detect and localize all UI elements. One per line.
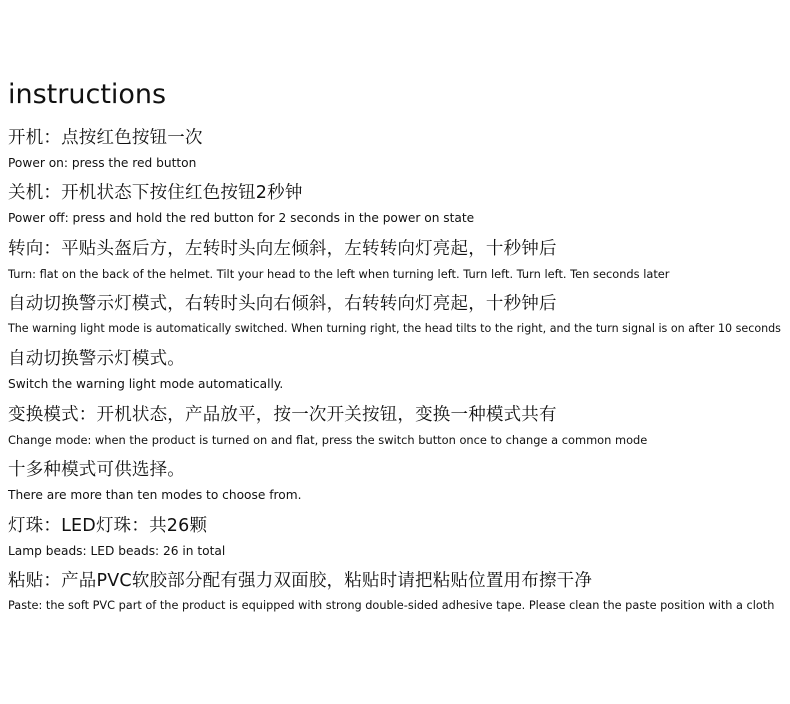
instruction-en-turn: Turn: flat on the back of the helmet. Tilt your head to the left when turning left. Turn left. Turn left. Ten seconds later <box>8 267 670 281</box>
instruction-zh-power-off: 关机：开机状态下按住红色按钮2秒钟 <box>8 183 303 203</box>
instruction-zh-change-mode: 变换模式：开机状态，产品放平，按一次开关按钮，变换一种模式共有 <box>8 405 557 425</box>
page-title: instructions <box>8 79 167 110</box>
instruction-zh-auto-switch: 自动切换警示灯模式。 <box>8 349 185 369</box>
instruction-en-power-on: Power on: press the red button <box>8 156 197 170</box>
instruction-en-auto-switch: Switch the warning light mode automatically. <box>8 377 284 391</box>
instruction-zh-modes: 十多种模式可供选择。 <box>8 460 185 480</box>
instruction-zh-turn: 转向：平贴头盔后方，左转时头向左倾斜，左转转向灯亮起，十秒钟后 <box>8 239 557 259</box>
instruction-zh-lamp-beads: 灯珠：LED灯珠：共26颗 <box>8 516 208 536</box>
instruction-en-turn-right: The warning light mode is automatically switched. When turning right, the head tilts to the right, and the turn signal is on after 10 seconds <box>8 322 781 335</box>
instruction-zh-paste: 粘贴：产品PVC软胶部分配有强力双面胶，粘贴时请把粘贴位置用布擦干净 <box>8 571 593 591</box>
instruction-en-lamp-beads: Lamp beads: LED beads: 26 in total <box>8 544 226 558</box>
instruction-en-power-off: Power off: press and hold the red button for 2 seconds in the power on state <box>8 211 475 225</box>
instruction-zh-turn-right: 自动切换警示灯模式，右转时头向右倾斜，右转转向灯亮起，十秒钟后 <box>8 294 557 314</box>
instruction-en-paste: Paste: the soft PVC part of the product is equipped with strong double-sided adhesive tape. Please clean the paste position with a cloth <box>8 599 775 612</box>
instruction-en-modes: There are more than ten modes to choose from. <box>8 488 302 502</box>
instruction-en-change-mode: Change mode: when the product is turned on and flat, press the switch button once to change a common mode <box>8 433 648 447</box>
instruction-zh-power-on: 开机：点按红色按钮一次 <box>8 128 203 148</box>
